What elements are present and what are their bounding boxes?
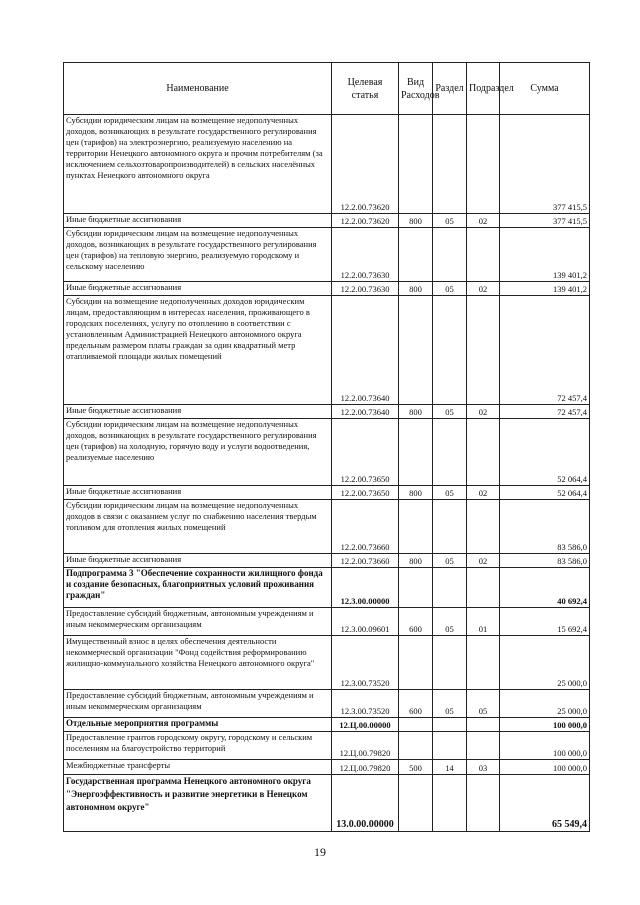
cell-section: 05: [433, 486, 467, 500]
cell-target: 12.2.00.73660: [332, 500, 399, 554]
cell-type: 800: [399, 486, 433, 500]
cell-subsection: 02: [467, 554, 500, 568]
cell-target: 12.Ц.00.00000: [332, 718, 399, 732]
cell-type: [399, 732, 433, 760]
table-row: [64, 568, 590, 608]
cell-name: Субсидии юридическим лицам на возмещение недополученных доходов в связи с оказанием услуг по снабжению населения твердым топливом для отопления жилых помещений: [64, 500, 332, 554]
cell-target: 12.2.00.73640: [332, 405, 399, 419]
cell-type: [399, 500, 433, 554]
cell-target: 12.2.00.73630: [332, 228, 399, 282]
table-row: [64, 228, 590, 282]
cell-sum: 25 000,0: [500, 690, 590, 718]
cell-type: 800: [399, 405, 433, 419]
cell-type: [399, 115, 433, 214]
cell-target: 12.2.00.73620: [332, 115, 399, 214]
cell-name: Предоставление субсидий бюджетным, автономным учреждениям и иным некоммерческим организациям: [64, 608, 332, 636]
table-row: [64, 419, 590, 486]
cell-type: [399, 419, 433, 486]
table-header-row: [64, 63, 590, 115]
cell-subsection: [467, 115, 500, 214]
cell-name: Предоставление субсидий бюджетным, автономным учреждениям и иным некоммерческим организациям: [64, 690, 332, 718]
table-row: [64, 282, 590, 296]
cell-section: [433, 228, 467, 282]
cell-target: 12.2.00.73640: [332, 296, 399, 405]
cell-sum: 100 000,0: [500, 760, 590, 775]
header-target: Целевая статья: [332, 63, 399, 115]
cell-section: [433, 718, 467, 732]
cell-name: Имущественный взнос в целях обеспечения деятельности некоммерческой организации "Фонд содействия реформированию жилищно-коммунального хозяйства Ненецкого автономного округа": [64, 636, 332, 690]
cell-target: 12.3.00.73520: [332, 636, 399, 690]
cell-type: 800: [399, 554, 433, 568]
cell-type: [399, 775, 433, 832]
cell-subsection: [467, 228, 500, 282]
header-name: Наименование: [64, 63, 332, 115]
cell-type: 800: [399, 282, 433, 296]
cell-type: 600: [399, 608, 433, 636]
cell-sum: 139 401,2: [500, 282, 590, 296]
cell-section: 05: [433, 554, 467, 568]
cell-name: Отдельные мероприятия программы: [64, 718, 332, 732]
cell-sum: 100 000,0: [500, 718, 590, 732]
cell-type: [399, 228, 433, 282]
cell-section: [433, 732, 467, 760]
cell-section: 05: [433, 282, 467, 296]
cell-section: [433, 115, 467, 214]
cell-target: 12.2.00.73650: [332, 486, 399, 500]
cell-sum: 377 415,5: [500, 214, 590, 228]
table-row: [64, 732, 590, 760]
cell-target: 12.2.00.73650: [332, 419, 399, 486]
cell-sum: 377 415,5: [500, 115, 590, 214]
cell-target: 13.0.00.00000: [332, 775, 399, 832]
cell-target: 12.Ц.00.79820: [332, 732, 399, 760]
cell-section: [433, 296, 467, 405]
cell-name: Предоставление грантов городскому округу, городскому и сельским поселениям на благоустройство территорий: [64, 732, 332, 760]
header-sum: Сумма: [500, 63, 590, 115]
cell-name: Субсидии на возмещение недополученных доходов юридическим лицам, предоставляющим в интересах населения, проживающего в городских поселениях, услугу по отоплению в соответствии с установленным Администрацией Ненецкого автономного округа предельным размером платы граждан за один квадратный метр отапливаемой площади жилых помещений: [64, 296, 332, 405]
cell-section: 14: [433, 760, 467, 775]
cell-subsection: 03: [467, 760, 500, 775]
cell-sum: 52 064,4: [500, 486, 590, 500]
cell-sum: 15 692,4: [500, 608, 590, 636]
cell-name: Иные бюджетные ассигнования: [64, 282, 332, 296]
table-row: [64, 500, 590, 554]
cell-name: Субсидии юридическим лицам на возмещение недополученных доходов, возникающих в результате государственного регулирования цен (тарифов) на электроэнергию, реализуемую населению на территории Ненецкого автономного округа и прочим потребителям (за исключением сельхозтоваропроизводителей) в сельских населённых пунктах Ненецкого автономного округа: [64, 115, 332, 214]
cell-type: [399, 568, 433, 608]
cell-section: 05: [433, 214, 467, 228]
cell-subsection: [467, 568, 500, 608]
cell-name: Государственная программа Ненецкого автономного округа "Энергоэффективность и развитие энергетики в Ненецком автономном округе": [64, 775, 332, 832]
cell-section: [433, 500, 467, 554]
cell-target: 12.2.00.73660: [332, 554, 399, 568]
cell-name: Иные бюджетные ассигнования: [64, 405, 332, 419]
cell-section: 05: [433, 405, 467, 419]
cell-sum: 83 586,0: [500, 500, 590, 554]
cell-name: Подпрограмма 3 "Обеспечение сохранности жилищного фонда и создание безопасных, благоприятных условий проживания граждан": [64, 568, 332, 608]
cell-section: [433, 775, 467, 832]
cell-sum: 100 000,0: [500, 732, 590, 760]
cell-sum: 40 692,4: [500, 568, 590, 608]
cell-target: 12.2.00.73630: [332, 282, 399, 296]
table-row: [64, 718, 590, 732]
budget-table: [63, 62, 590, 832]
table-row: [64, 760, 590, 775]
cell-subsection: 02: [467, 486, 500, 500]
cell-type: [399, 296, 433, 405]
cell-subsection: [467, 775, 500, 832]
table-row: [64, 690, 590, 718]
cell-type: 600: [399, 690, 433, 718]
header-type: Вид Расходов: [399, 63, 433, 115]
cell-sum: 83 586,0: [500, 554, 590, 568]
table-row: [64, 296, 590, 405]
cell-subsection: [467, 732, 500, 760]
cell-name: Иные бюджетные ассигнования: [64, 554, 332, 568]
table-row: [64, 405, 590, 419]
cell-sum: 72 457,4: [500, 296, 590, 405]
cell-sum: 25 000,0: [500, 636, 590, 690]
cell-target: 12.3.00.00000: [332, 568, 399, 608]
cell-target: 12.Ц.00.79820: [332, 760, 399, 775]
cell-section: [433, 419, 467, 486]
cell-subsection: 05: [467, 690, 500, 718]
cell-sum: 65 549,4: [500, 775, 590, 832]
table-row: [64, 608, 590, 636]
table-body: [64, 115, 590, 832]
cell-sum: 72 457,4: [500, 405, 590, 419]
cell-target: 12.3.00.09601: [332, 608, 399, 636]
cell-sum: 52 064,4: [500, 419, 590, 486]
cell-type: [399, 718, 433, 732]
page-number: 19: [314, 845, 326, 859]
cell-name: Иные бюджетные ассигнования: [64, 214, 332, 228]
cell-subsection: 02: [467, 282, 500, 296]
cell-target: 12.2.00.73620: [332, 214, 399, 228]
header-subsection: Подраздел: [467, 63, 500, 115]
cell-section: [433, 636, 467, 690]
cell-type: 800: [399, 214, 433, 228]
table-row: [64, 554, 590, 568]
cell-type: 500: [399, 760, 433, 775]
cell-section: 05: [433, 608, 467, 636]
cell-subsection: 02: [467, 214, 500, 228]
table-row: [64, 636, 590, 690]
header-section: Раздел: [433, 63, 467, 115]
cell-type: [399, 636, 433, 690]
cell-target: 12.3.00.73520: [332, 690, 399, 718]
cell-name: Субсидии юридическим лицам на возмещение недополученных доходов, возникающих в результате государственного регулирования цен (тарифов) на холодную, горячую воду и услуги водоотведения, реализуемые населению: [64, 419, 332, 486]
cell-subsection: 02: [467, 405, 500, 419]
cell-sum: 139 401,2: [500, 228, 590, 282]
cell-name: Межбюджетные трансферты: [64, 760, 332, 775]
table-row: [64, 775, 590, 832]
cell-name: Иные бюджетные ассигнования: [64, 486, 332, 500]
cell-subsection: [467, 636, 500, 690]
cell-subsection: [467, 500, 500, 554]
cell-section: [433, 568, 467, 608]
cell-subsection: [467, 419, 500, 486]
table-row: [64, 486, 590, 500]
table-row: [64, 214, 590, 228]
cell-subsection: [467, 296, 500, 405]
cell-name: Субсидии юридическим лицам на возмещение недополученных доходов, возникающих в результате государственного регулирования цен (тарифов) на тепловую энергию, реализуемую городскому и сельскому населению: [64, 228, 332, 282]
table-row: [64, 115, 590, 214]
cell-section: 05: [433, 690, 467, 718]
cell-subsection: [467, 718, 500, 732]
cell-subsection: 01: [467, 608, 500, 636]
